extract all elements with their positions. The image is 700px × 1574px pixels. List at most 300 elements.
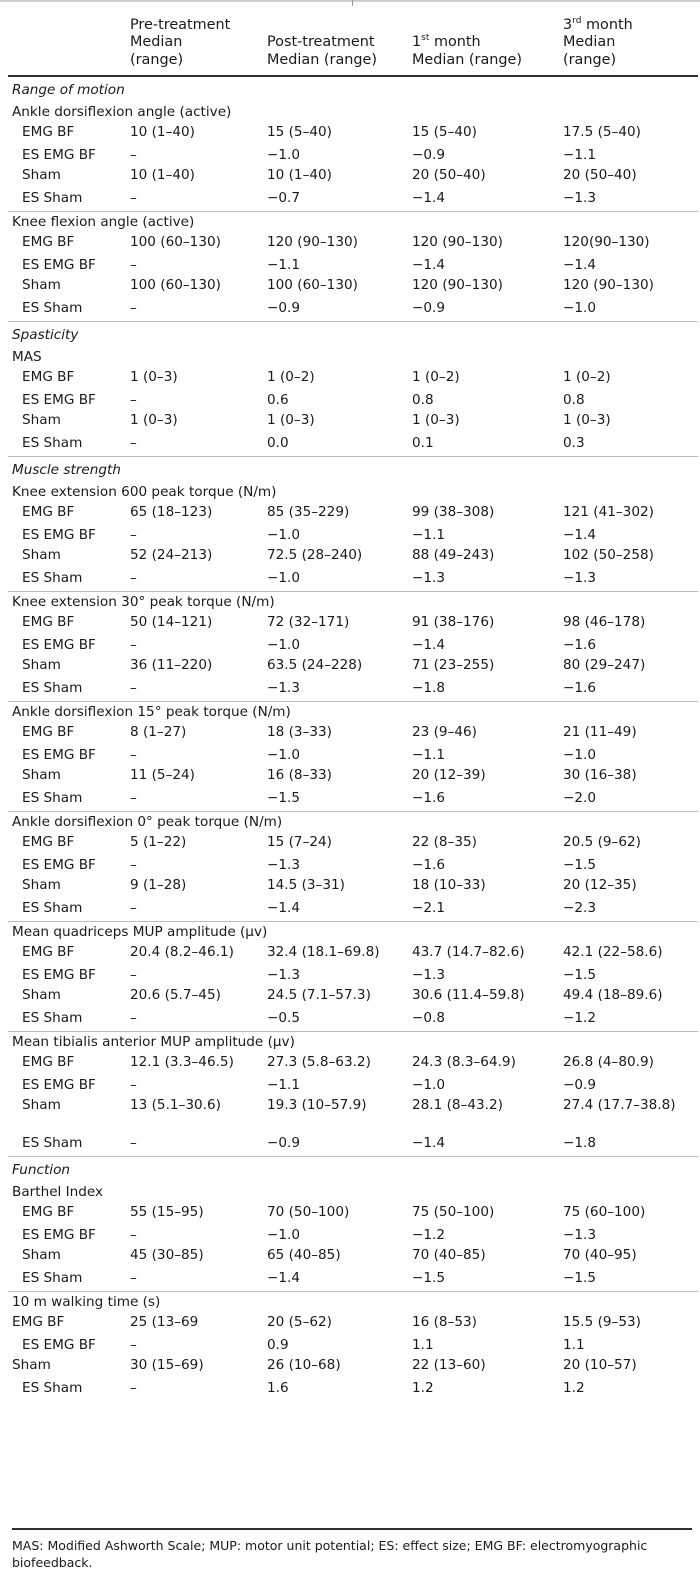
table-row: [8, 168, 698, 191]
table-cell: −1.1: [412, 746, 446, 763]
table-cell: 1 (0–3): [130, 411, 178, 428]
table-row: [8, 571, 698, 592]
table-row: [8, 1381, 698, 1401]
row-label: ES EMG BF: [22, 746, 96, 763]
row-label: ES Sham: [22, 1009, 83, 1026]
table-row: [8, 1098, 698, 1136]
row-label: ES EMG BF: [22, 1076, 96, 1093]
table-row: [8, 615, 698, 638]
table-row: [8, 125, 698, 148]
table-cell: 0.0: [267, 434, 289, 451]
table-cell: −0.9: [412, 299, 446, 316]
table-cell: 14.5 (3–31): [267, 876, 345, 893]
table-row: [8, 768, 698, 791]
table-row: [8, 528, 698, 548]
table-cell: −1.3: [563, 189, 597, 206]
table-cell: 1 (0–2): [412, 368, 460, 385]
table-cell: 1 (0–3): [563, 411, 611, 428]
table-cell: –: [130, 1134, 137, 1151]
table-row: [8, 658, 698, 681]
table-cell: −1.6: [412, 789, 446, 806]
table-cell: –: [130, 256, 137, 273]
table-cell: −0.5: [267, 1009, 301, 1026]
section-heading-row: [8, 76, 698, 102]
table-cell: −1.4: [563, 526, 597, 543]
table-cell: −1.0: [563, 746, 597, 763]
table-cell: –: [130, 1076, 137, 1093]
table-cell: −1.6: [412, 856, 446, 873]
table-cell: 18 (3–33): [267, 723, 332, 740]
row-label: ES Sham: [22, 1379, 83, 1396]
table-cell: −1.4: [412, 256, 446, 273]
table-cell: 20 (12–39): [412, 766, 486, 783]
table-cell: 45 (30–85): [130, 1246, 204, 1263]
table-cell: 10 (1–40): [130, 166, 195, 183]
table-cell: 19.3 (10–57.9): [267, 1096, 367, 1113]
table-cell: 11 (5–24): [130, 766, 195, 783]
table-cell: 1.1: [412, 1336, 434, 1353]
table-row: [8, 1205, 698, 1228]
row-label: EMG BF: [22, 833, 75, 850]
table-cell: 15.5 (9–53): [563, 1313, 641, 1330]
header-pre-treatment: Pre-treatment Median (range): [126, 16, 263, 76]
table-cell: 20 (50–40): [563, 166, 637, 183]
header-post-treatment: Post-treatment Median (range): [263, 16, 408, 76]
table-cell: 10 (1–40): [130, 123, 195, 140]
table-cell: 30.6 (11.4–59.8): [412, 986, 525, 1003]
table-cell: 18 (10–33): [412, 876, 486, 893]
table-row: [8, 191, 698, 212]
table-cell: –: [130, 526, 137, 543]
table-row: [8, 725, 698, 748]
row-label: ES Sham: [22, 789, 83, 806]
table-cell: −0.7: [267, 189, 301, 206]
row-label: ES Sham: [22, 899, 83, 916]
table-cell: 75 (60–100): [563, 1203, 646, 1220]
row-label: ES EMG BF: [22, 1336, 96, 1353]
table-cell: 71 (23–255): [412, 656, 495, 673]
table-cell: –: [130, 569, 137, 586]
header-3rd-month: 3rd month Median (range): [559, 16, 698, 76]
table-cell: 16 (8–33): [267, 766, 332, 783]
table-row: [8, 1248, 698, 1271]
table-cell: 21 (11–49): [563, 723, 637, 740]
table-cell: −1.5: [563, 1269, 597, 1286]
table-cell: 100 (60–130): [130, 276, 221, 293]
table-cell: 0.8: [412, 391, 434, 408]
table-cell: −1.3: [267, 856, 301, 873]
table-cell: 49.4 (18–89.6): [563, 986, 663, 1003]
table-cell: 17.5 (5–40): [563, 123, 641, 140]
table-row: [8, 638, 698, 658]
table-cell: 88 (49–243): [412, 546, 495, 563]
table-cell: –: [130, 189, 137, 206]
table-row: [8, 681, 698, 702]
row-label: ES Sham: [22, 569, 83, 586]
table-cell: 0.1: [412, 434, 434, 451]
table-cell: –: [130, 636, 137, 653]
table-row: [8, 436, 698, 457]
table-cell: –: [130, 299, 137, 316]
table-cell: −1.2: [563, 1009, 597, 1026]
table-cell: 27.3 (5.8–63.2): [267, 1053, 371, 1070]
measure-heading-row: [8, 1182, 698, 1205]
table-cell: 85 (35–229): [267, 503, 350, 520]
section-heading-row: [8, 321, 698, 347]
table-cell: 120 (90–130): [412, 233, 503, 250]
table-cell: –: [130, 789, 137, 806]
table-cell: –: [130, 1226, 137, 1243]
table-row: [8, 278, 698, 301]
table-cell: −1.4: [412, 189, 446, 206]
table-cell: −1.0: [267, 746, 301, 763]
table-cell: 20.4 (8.2–46.1): [130, 943, 234, 960]
table-cell: 0.6: [267, 391, 289, 408]
table-cell: −2.1: [412, 899, 446, 916]
table-cell: 22 (8–35): [412, 833, 477, 850]
measure-heading-row: [8, 1031, 698, 1055]
row-label: Sham: [12, 1356, 51, 1373]
table-cell: 12.1 (3.3–46.5): [130, 1053, 234, 1070]
table-cell: −1.0: [412, 1076, 446, 1093]
table-cell: 72.5 (28–240): [267, 546, 363, 563]
table-cell: −1.1: [412, 526, 446, 543]
row-label: EMG BF: [12, 1313, 65, 1330]
table-cell: −1.5: [563, 856, 597, 873]
row-label: EMG BF: [22, 613, 75, 630]
table-cell: 0.8: [563, 391, 585, 408]
section-title: Function: [8, 1156, 698, 1182]
measure-title: Barthel Index: [12, 1183, 104, 1200]
table-cell: 25 (13–69: [130, 1313, 199, 1330]
table-cell: 65 (18–123): [130, 503, 213, 520]
table-cell: 121 (41–302): [563, 503, 654, 520]
table-cell: 1 (0–3): [412, 411, 460, 428]
table-cell: 43.7 (14.7–82.6): [412, 943, 525, 960]
table-cell: 91 (38–176): [412, 613, 495, 630]
table-cell: −1.1: [267, 256, 301, 273]
table-cell: 24.3 (8.3–64.9): [412, 1053, 516, 1070]
row-label: Sham: [22, 546, 61, 563]
table-cell: 1.2: [412, 1379, 434, 1396]
measure-heading-row: [8, 921, 698, 945]
table-row: [8, 1315, 698, 1338]
table-row: [8, 548, 698, 571]
table-cell: −1.2: [412, 1226, 446, 1243]
header-1st-month: 1st month Median (range): [408, 16, 559, 76]
table-cell: −1.8: [412, 679, 446, 696]
table-cell: 42.1 (22–58.6): [563, 943, 663, 960]
table-cell: 10 (1–40): [267, 166, 332, 183]
table-cell: −1.0: [563, 299, 597, 316]
table-cell: −1.0: [267, 569, 301, 586]
row-label: Sham: [22, 1096, 61, 1113]
measure-title: Mean tibialis anterior MUP amplitude (μv): [8, 1031, 698, 1055]
row-label: Sham: [22, 166, 61, 183]
row-label: EMG BF: [22, 1053, 75, 1070]
table-cell: –: [130, 434, 137, 451]
table-cell: 15 (5–40): [267, 123, 332, 140]
measure-title: Ankle dorsiflexion 15° peak torque (N/m): [8, 701, 698, 725]
section-title: Range of motion: [12, 81, 125, 98]
measure-heading-row: [8, 102, 698, 125]
table-cell: 55 (15–95): [130, 1203, 204, 1220]
table-row: [8, 1136, 698, 1157]
row-label: EMG BF: [22, 368, 75, 385]
table-cell: −0.9: [267, 299, 301, 316]
measure-title: 10 m walking time (s): [8, 1291, 698, 1315]
row-label: ES Sham: [22, 1134, 83, 1151]
measure-heading-row: [8, 701, 698, 725]
table-cell: 13 (5.1–30.6): [130, 1096, 221, 1113]
table-cell: −1.0: [267, 526, 301, 543]
table-cell: –: [130, 679, 137, 696]
measure-title: Ankle dorsiflexion angle (active): [12, 103, 232, 120]
table-cell: 30 (16–38): [563, 766, 637, 783]
table-cell: −2.3: [563, 899, 597, 916]
table-row: [8, 301, 698, 322]
table-row: [8, 1338, 698, 1358]
table-cell: 65 (40–85): [267, 1246, 341, 1263]
table-row: [8, 1055, 698, 1078]
table-cell: 120 (90–130): [267, 233, 358, 250]
table-row: [8, 968, 698, 988]
measure-heading-row: [8, 347, 698, 370]
header-blank: [8, 16, 126, 76]
table-cell: −1.1: [267, 1076, 301, 1093]
table-cell: −1.6: [563, 679, 597, 696]
section-title: Muscle strength: [8, 456, 698, 482]
row-label: ES Sham: [22, 434, 83, 451]
row-label: Sham: [22, 1246, 61, 1263]
row-label: ES EMG BF: [22, 256, 96, 273]
table-cell: 120 (90–130): [563, 276, 654, 293]
table-cell: 1 (0–3): [130, 368, 178, 385]
table-cell: 8 (1–27): [130, 723, 187, 740]
table-row: [8, 1228, 698, 1248]
row-label: Sham: [22, 411, 61, 428]
table-cell: 30 (15–69): [130, 1356, 204, 1373]
table-cell: 70 (40–95): [563, 1246, 637, 1263]
measure-title: MAS: [12, 348, 42, 365]
row-label: ES Sham: [22, 1269, 83, 1286]
row-label: EMG BF: [22, 503, 75, 520]
row-label: ES EMG BF: [22, 636, 96, 653]
table-row: [8, 858, 698, 878]
table-cell: −1.5: [412, 1269, 446, 1286]
measure-heading-row: [8, 811, 698, 835]
row-label: ES EMG BF: [22, 856, 96, 873]
table-cell: 20.5 (9–62): [563, 833, 641, 850]
table-cell: 9 (1–28): [130, 876, 187, 893]
row-label: EMG BF: [22, 1203, 75, 1220]
table-cell: −0.9: [267, 1134, 301, 1151]
table-cell: 32.4 (18.1–69.8): [267, 943, 380, 960]
table-cell: −1.6: [563, 636, 597, 653]
table-cell: 80 (29–247): [563, 656, 646, 673]
table-cell: 1.6: [267, 1379, 289, 1396]
table-cell: –: [130, 746, 137, 763]
row-label: Sham: [22, 986, 61, 1003]
table-cell: −1.4: [267, 899, 301, 916]
table-row: [8, 258, 698, 278]
table-cell: −1.3: [412, 966, 446, 983]
table-cell: 1.2: [563, 1379, 585, 1396]
row-label: ES EMG BF: [22, 146, 96, 163]
table-cell: 20 (12–35): [563, 876, 637, 893]
table-cell: 15 (5–40): [412, 123, 477, 140]
table-cell: −1.3: [267, 966, 301, 983]
row-label: ES Sham: [22, 189, 83, 206]
table-cell: 27.4 (17.7–38.8): [563, 1096, 676, 1113]
table-cell: 63.5 (24–228): [267, 656, 363, 673]
table-row: [8, 878, 698, 901]
table-cell: −1.4: [267, 1269, 301, 1286]
table-cell: 102 (50–258): [563, 546, 654, 563]
table-cell: 26 (10–68): [267, 1356, 341, 1373]
table-cell: −1.5: [563, 966, 597, 983]
table-cell: 24.5 (7.1–57.3): [267, 986, 371, 1003]
table-cell: 20.6 (5.7–45): [130, 986, 221, 1003]
table-cell: −1.8: [563, 1134, 597, 1151]
row-label: EMG BF: [22, 123, 75, 140]
section-heading-row: [8, 1156, 698, 1182]
table-cell: –: [130, 1379, 137, 1396]
table-row: [8, 413, 698, 436]
table-cell: 50 (14–121): [130, 613, 213, 630]
table-cell: 28.1 (8–43.2): [412, 1096, 503, 1113]
table-cell: 99 (38–308): [412, 503, 495, 520]
measure-heading-row: [8, 1291, 698, 1315]
table-cell: 5 (1–22): [130, 833, 187, 850]
row-label: ES EMG BF: [22, 526, 96, 543]
table-cell: −1.3: [412, 569, 446, 586]
measure-title: Mean quadriceps MUP amplitude (μv): [8, 921, 698, 945]
row-label: EMG BF: [22, 943, 75, 960]
measure-title: Knee extension 600 peak torque (N/m): [12, 483, 277, 500]
table-cell: 120(90–130): [563, 233, 650, 250]
table-row: [8, 148, 698, 168]
table-row: [8, 235, 698, 258]
table-cell: −1.0: [267, 636, 301, 653]
table-row: [8, 393, 698, 413]
table-cell: 23 (9–46): [412, 723, 477, 740]
table-cell: 100 (60–130): [130, 233, 221, 250]
table-cell: −1.3: [267, 679, 301, 696]
table-cell: 70 (50–100): [267, 1203, 350, 1220]
table-row: [8, 835, 698, 858]
table-row: [8, 901, 698, 922]
table-cell: −1.0: [267, 146, 301, 163]
row-label: ES EMG BF: [22, 966, 96, 983]
table-cell: –: [130, 1269, 137, 1286]
table-cell: −0.9: [412, 146, 446, 163]
table-cell: −1.5: [267, 789, 301, 806]
table-cell: –: [130, 899, 137, 916]
row-label: Sham: [22, 656, 61, 673]
measure-heading-row: [8, 482, 698, 505]
table-cell: −0.8: [412, 1009, 446, 1026]
table-cell: −1.4: [563, 256, 597, 273]
table-cell: −1.0: [267, 1226, 301, 1243]
table-cell: 98 (46–178): [563, 613, 646, 630]
table-cell: –: [130, 391, 137, 408]
measure-title: Ankle dorsiflexion 0° peak torque (N/m): [8, 811, 698, 835]
measure-title: Knee flexion angle (active): [8, 211, 698, 235]
table-cell: 120 (90–130): [412, 276, 503, 293]
table-cell: 1 (0–3): [267, 411, 315, 428]
table-cell: −2.0: [563, 789, 597, 806]
table-row: [8, 1011, 698, 1032]
row-label: EMG BF: [22, 233, 75, 250]
table-cell: −0.9: [563, 1076, 597, 1093]
table-cell: 1 (0–2): [563, 368, 611, 385]
table-cell: –: [130, 856, 137, 873]
section-heading-row: [8, 456, 698, 482]
table-row: [8, 505, 698, 528]
table-cell: 22 (13–60): [412, 1356, 486, 1373]
table-row: [8, 370, 698, 393]
table-cell: 0.3: [563, 434, 585, 451]
table-cell: 20 (10–57): [563, 1356, 637, 1373]
section-title: Spasticity: [8, 321, 698, 347]
table-cell: 20 (5–62): [267, 1313, 332, 1330]
table-cell: −1.1: [563, 146, 597, 163]
table-cell: 15 (7–24): [267, 833, 332, 850]
table-cell: −1.4: [412, 1134, 446, 1151]
row-label: ES EMG BF: [22, 391, 96, 408]
table-row: [8, 988, 698, 1011]
row-label: ES Sham: [22, 299, 83, 316]
table-cell: –: [130, 1336, 137, 1353]
table-cell: −1.4: [412, 636, 446, 653]
table-row: [8, 791, 698, 812]
table-cell: 70 (40–85): [412, 1246, 486, 1263]
table-cell: 75 (50–100): [412, 1203, 495, 1220]
table-cell: 100 (60–130): [267, 276, 358, 293]
table-cell: 1 (0–2): [267, 368, 315, 385]
measure-heading-row: [8, 591, 698, 615]
row-label: Sham: [22, 766, 61, 783]
table-cell: −1.3: [563, 569, 597, 586]
table-row: [8, 748, 698, 768]
table-cell: 36 (11–220): [130, 656, 213, 673]
measure-heading-row: [8, 211, 698, 235]
table-row: [8, 1078, 698, 1098]
table-row: [8, 1271, 698, 1292]
row-label: ES EMG BF: [22, 1226, 96, 1243]
row-label: Sham: [22, 876, 61, 893]
table-row: [8, 945, 698, 968]
top-rule: [0, 0, 700, 10]
table-cell: 16 (8–53): [412, 1313, 477, 1330]
table-header-row: [8, 16, 698, 76]
row-label: ES Sham: [22, 679, 83, 696]
top-rule-mark: [352, 0, 353, 6]
table-cell: –: [130, 146, 137, 163]
table-cell: −1.3: [563, 1226, 597, 1243]
table-cell: 72 (32–171): [267, 613, 350, 630]
results-table: [8, 16, 698, 1401]
row-label: Sham: [22, 276, 61, 293]
table-footnote: MAS: Modified Ashworth Scale; MUP: motor unit potential; ES: effect size; EMG BF: electromyographic biofeedback.: [12, 1528, 692, 1572]
table-row: [8, 1358, 698, 1381]
table-cell: 52 (24–213): [130, 546, 213, 563]
table-body: [8, 76, 698, 1401]
table-cell: 20 (50–40): [412, 166, 486, 183]
table-cell: 1.1: [563, 1336, 585, 1353]
table-cell: 0.9: [267, 1336, 289, 1353]
